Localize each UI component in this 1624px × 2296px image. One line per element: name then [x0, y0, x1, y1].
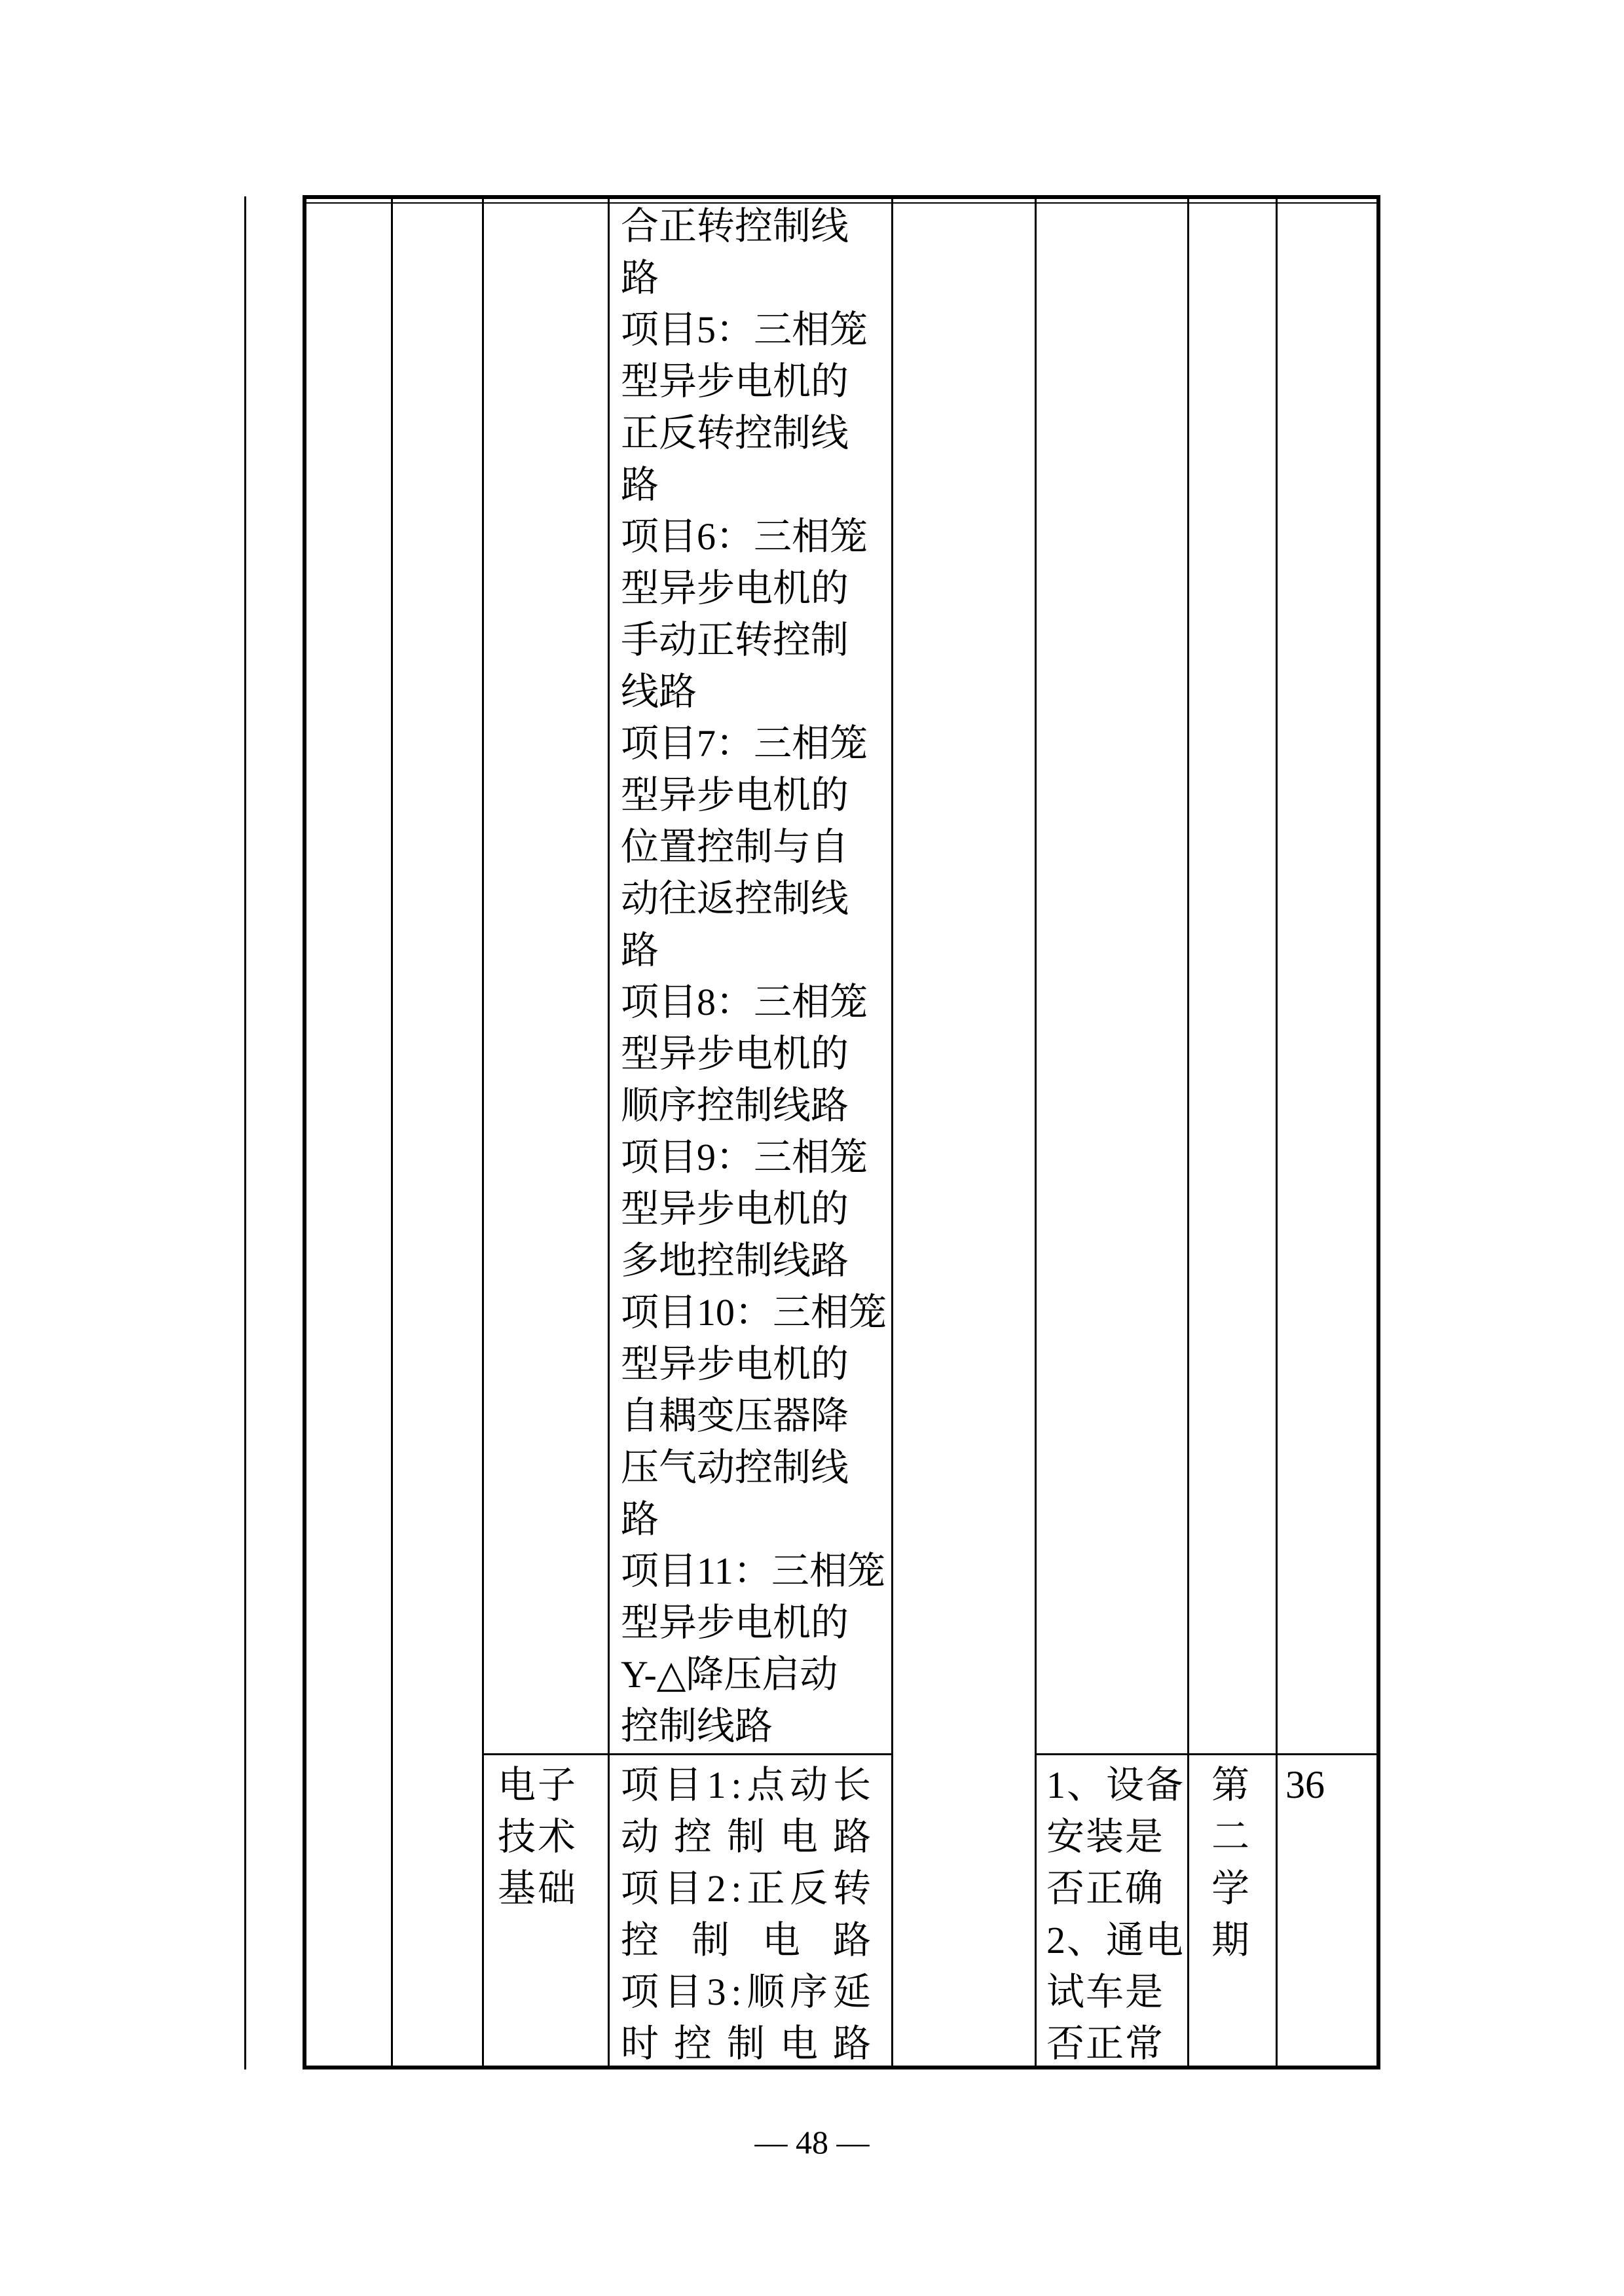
cell-semester	[1211, 1759, 1264, 1966]
text-line: 多地控制线路	[621, 1239, 849, 1282]
col-line-7	[1276, 199, 1278, 2066]
text-line: 项目10：三相笼	[621, 1291, 887, 1334]
text-line: 学	[1211, 1867, 1250, 1910]
text-line: 线路	[621, 670, 697, 713]
text-line: 型异步电机的	[621, 1343, 849, 1385]
text-line: 项目11：三相笼	[621, 1550, 885, 1592]
text-line: 路	[621, 1498, 659, 1540]
outer-guide-line	[244, 196, 246, 2069]
text-line: 手动正转控制	[621, 619, 849, 661]
text-line: 项目7：三相笼	[621, 722, 868, 765]
text-line: 项目8：三相笼	[621, 981, 868, 1023]
text-line: Y-△降压启动	[621, 1653, 838, 1696]
text-line: 路	[621, 464, 659, 506]
cell-projects-electrical	[621, 200, 889, 1752]
text-line: 型异步电机的	[621, 774, 849, 816]
cell-course-name	[498, 1759, 602, 1914]
text-line: 期	[1211, 1919, 1250, 1961]
text-line: 试车是	[1046, 1971, 1165, 2013]
text-line: 路	[621, 257, 659, 299]
text-line: 路	[621, 929, 659, 972]
text-line: 型异步电机的	[621, 1032, 849, 1075]
col-line-2	[482, 199, 484, 2066]
text-line: 项目6：三相笼	[621, 515, 868, 558]
cell-projects-electronics	[621, 1759, 871, 2069]
hours-value: 36	[1285, 1763, 1325, 1806]
page-number: — 48 —	[754, 2124, 870, 2160]
text-line: 二	[1211, 1815, 1250, 1858]
col-line-6	[1187, 199, 1189, 2066]
text-line: 型异步电机的	[621, 1188, 849, 1230]
text-line: 项 目 1 : 点 动 长	[621, 1764, 871, 1806]
text-line: 技术	[498, 1815, 578, 1858]
text-line: 动往返控制线	[621, 877, 849, 920]
text-line: 项目9：三相笼	[621, 1136, 868, 1178]
text-line: 2、通电	[1046, 1919, 1185, 1961]
text-line: 项 目 3 : 顺 序 延	[621, 1971, 871, 2013]
cell-hours	[1285, 1759, 1325, 1811]
row-separator-left	[482, 1753, 893, 1755]
text-line: 电子	[498, 1764, 578, 1806]
text-line: 顺序控制线路	[621, 1084, 849, 1127]
col-line-1	[391, 199, 393, 2066]
row-separator-right	[1035, 1753, 1376, 1755]
text-line: 型异步电机的	[621, 360, 849, 403]
text-line: 动 控 制 电 路	[621, 1815, 871, 1858]
text-line: 基础	[498, 1867, 578, 1910]
text-line: 第	[1211, 1764, 1250, 1806]
text-line: 合正转控制线	[621, 205, 849, 247]
cell-check-items	[1046, 1759, 1185, 2069]
text-line: 项目5：三相笼	[621, 308, 868, 351]
text-line: 正反转控制线	[621, 412, 849, 454]
text-line: 否正确	[1046, 1867, 1165, 1910]
text-line: 否正常	[1046, 2022, 1165, 2065]
text-line: 压气动控制线	[621, 1446, 849, 1489]
col-line-3	[608, 199, 610, 2066]
text-line: 项 目 2 : 正 反 转	[621, 1867, 871, 1910]
text-line: 控 制 电 路	[621, 1919, 871, 1961]
text-line: 型异步电机的	[621, 1601, 849, 1644]
text-line: 时 控 制 电 路	[621, 2022, 871, 2065]
text-line: 控制线路	[621, 1705, 773, 1747]
text-line: 自耦变压器降	[621, 1394, 849, 1437]
col-line-4	[891, 199, 893, 2066]
text-line: 安装是	[1046, 1815, 1165, 1858]
text-line: 1、设备	[1046, 1764, 1185, 1806]
col-line-5	[1035, 199, 1037, 2066]
text-line: 位置控制与自	[621, 826, 849, 868]
text-line: 型异步电机的	[621, 567, 849, 610]
